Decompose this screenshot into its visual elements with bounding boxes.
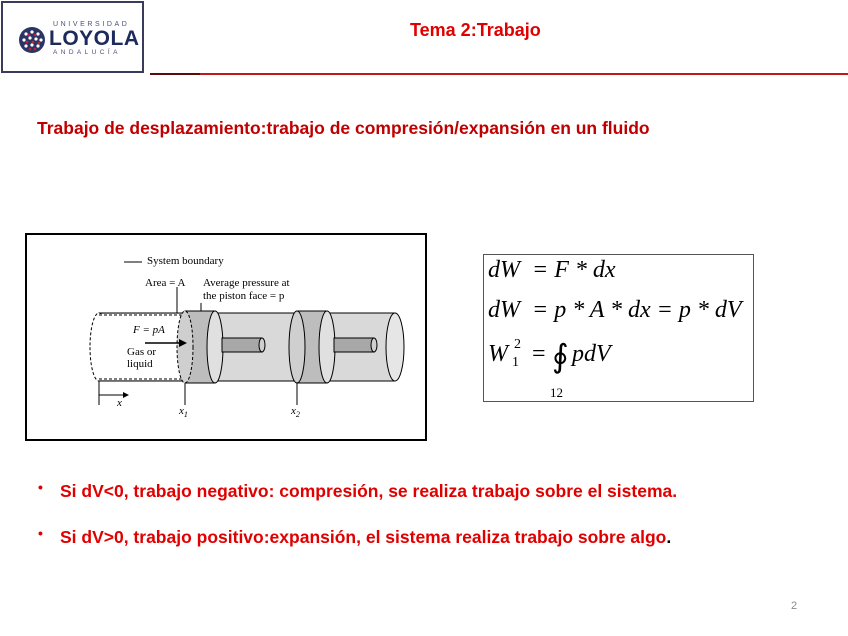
x-axis-label: x bbox=[117, 397, 122, 409]
integral-limits: 12 bbox=[550, 385, 563, 400]
header-rule-accent bbox=[150, 73, 200, 75]
equation-3 bbox=[488, 337, 611, 374]
bullet-period: . bbox=[666, 527, 672, 547]
equals-sign: = bbox=[532, 341, 546, 367]
gas-label-1: Gas or bbox=[127, 346, 157, 358]
logo-top-text: UNIVERSIDAD bbox=[53, 21, 130, 28]
avg-pressure-label-2: the piston face = p bbox=[203, 290, 285, 302]
bullet-text: Si dV>0, trabajo positivo:expansión, el sistema realiza trabajo sobre algo bbox=[60, 527, 667, 547]
bullet-text-wrap bbox=[60, 527, 671, 548]
force-label: F = pA bbox=[133, 324, 165, 336]
slide-subtitle: Trabajo de desplazamiento:trabajo de compresión/expansión en un fluido bbox=[37, 118, 650, 138]
gas-label-2: liquid bbox=[127, 358, 153, 370]
area-label: Area = A bbox=[145, 277, 186, 289]
equations-box bbox=[483, 254, 754, 402]
eq3-sup: 2 bbox=[514, 337, 521, 352]
logo-main-text: LOYOLA bbox=[49, 27, 140, 50]
integral-sign: ∮ bbox=[552, 338, 569, 374]
equation-1: dW = F * dx bbox=[488, 257, 616, 283]
university-logo bbox=[1, 1, 144, 73]
eq3-sub: 1 bbox=[512, 355, 519, 370]
eq3-rhs: pdV bbox=[572, 341, 611, 367]
globe-icon bbox=[17, 25, 47, 55]
piston-cylinder-figure bbox=[25, 233, 427, 441]
avg-pressure-label-1: Average pressure at bbox=[203, 277, 290, 289]
bullet-text: Si dV<0, trabajo negativo: compresión, se realiza trabajo sobre el sistema. bbox=[60, 481, 678, 501]
x2-var: x bbox=[291, 405, 296, 417]
logo-sub-text: ANDALUCÍA bbox=[53, 49, 121, 56]
bullet-dot: • bbox=[38, 479, 43, 495]
piston-diagram bbox=[27, 235, 425, 439]
eq3-lhs: W bbox=[488, 341, 508, 367]
page-number: 2 bbox=[791, 600, 798, 612]
system-boundary-label: System boundary bbox=[147, 255, 224, 267]
bullet-dot: • bbox=[38, 525, 43, 541]
x2-sub: 2 bbox=[295, 410, 300, 420]
header-rule bbox=[150, 73, 848, 75]
slide-title: Tema 2:Trabajo bbox=[410, 20, 541, 40]
x2-label bbox=[291, 405, 300, 419]
x1-label bbox=[179, 405, 188, 419]
x1-var: x bbox=[179, 405, 184, 417]
equation-2: dW = p * A * dx = p * dV bbox=[488, 297, 742, 323]
x1-sub: 1 bbox=[183, 410, 188, 420]
